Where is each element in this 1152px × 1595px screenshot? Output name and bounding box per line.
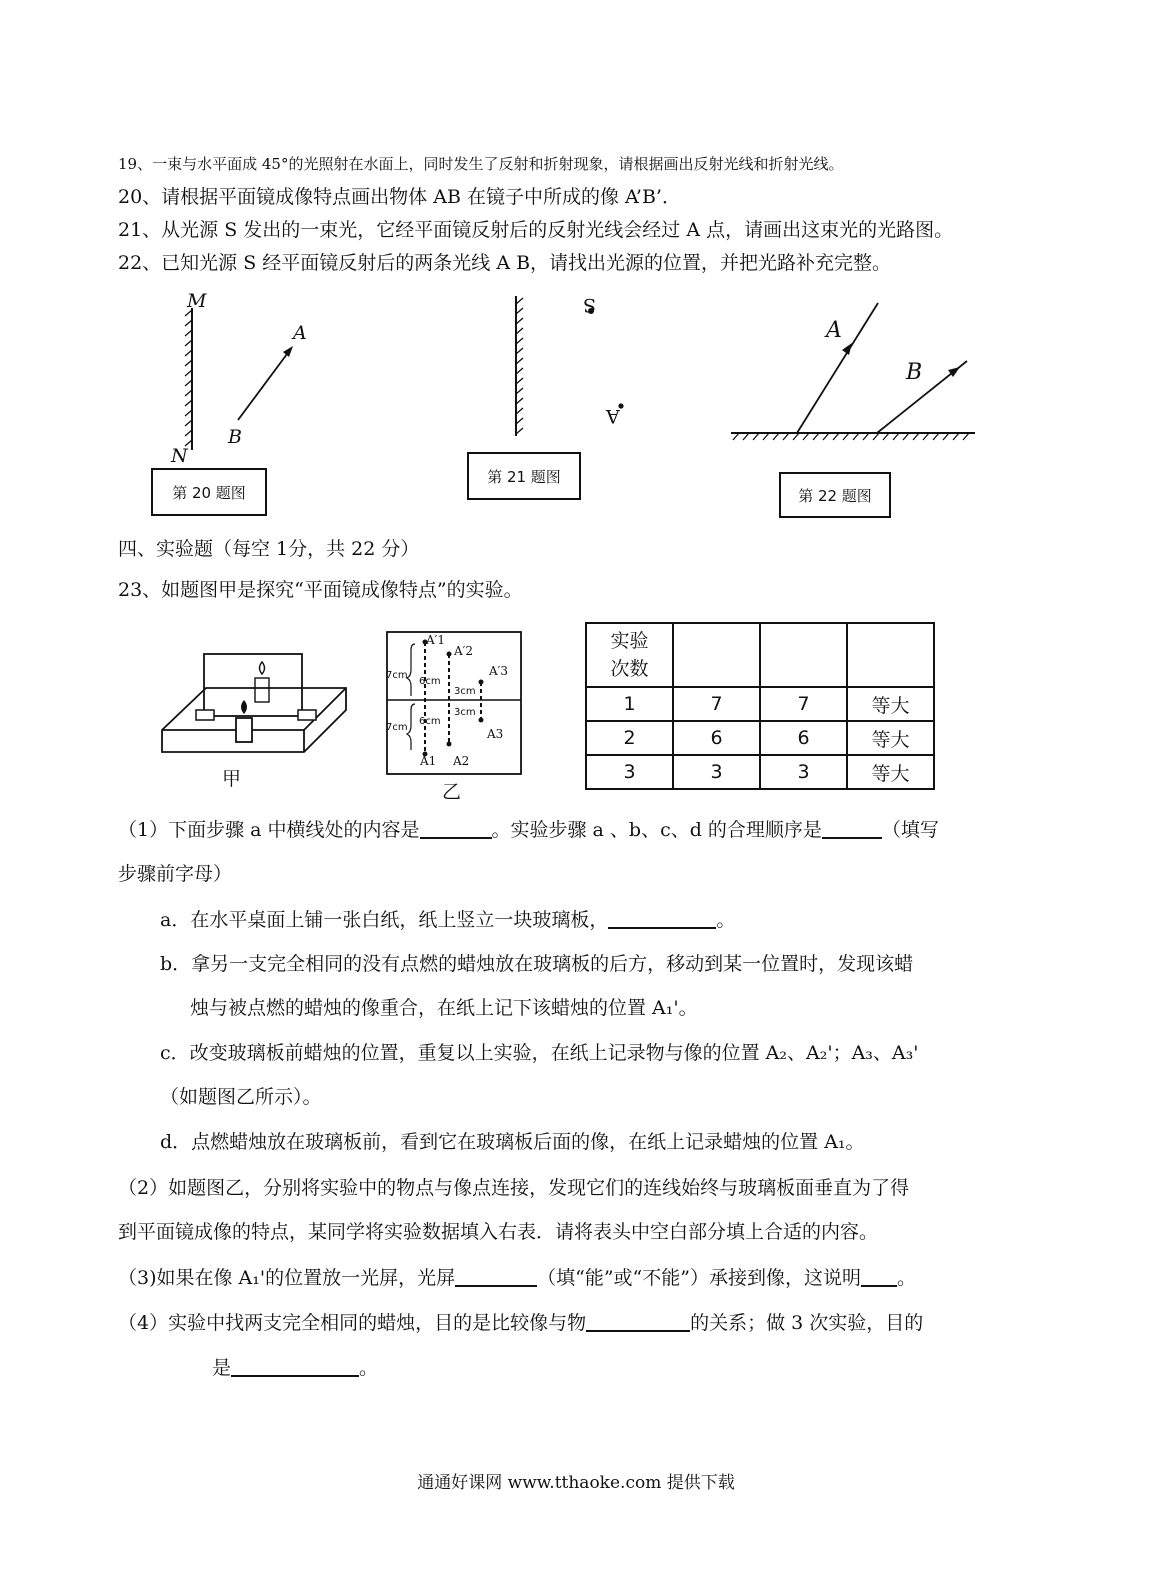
table-header-blank bbox=[847, 623, 934, 687]
label-a-fig22: A bbox=[826, 318, 842, 343]
dist-6cm-top: 6cm bbox=[419, 676, 441, 687]
dist-3cm-top: 3cm bbox=[454, 686, 476, 697]
step-b-line-1: b．拿另一支完全相同的没有点燃的蜡烛放在玻璃板的后方，移动到某一位置时，发现该蜡 bbox=[160, 953, 914, 975]
question-23: 23、如题图甲是探究“平面镜成像特点”的实验。 bbox=[118, 579, 523, 601]
table-cell: 7 bbox=[673, 687, 760, 721]
label-a2-prime: A′2 bbox=[454, 644, 474, 658]
part-4-text-a: （4）实验中找两支完全相同的蜡烛，目的是比较像与物 bbox=[118, 1312, 587, 1334]
answer-blank-4[interactable] bbox=[455, 1267, 537, 1287]
answer-blank-1[interactable] bbox=[420, 819, 492, 839]
caption-fig22: 第 22 题图 bbox=[779, 472, 891, 518]
table-cell: 6 bbox=[673, 721, 760, 755]
part-4-text-d: 。 bbox=[359, 1357, 379, 1379]
part-1-text-b: 。实验步骤 a 、b、c、d 的合理顺序是 bbox=[491, 819, 822, 841]
answer-blank-3[interactable] bbox=[608, 909, 716, 929]
table-cell: 1 bbox=[586, 687, 673, 721]
label-a-fig21: A bbox=[606, 405, 620, 427]
table-header-blank bbox=[673, 623, 760, 687]
figure-22 bbox=[725, 295, 995, 445]
answer-blank-5[interactable] bbox=[861, 1267, 897, 1287]
answer-blank-7[interactable] bbox=[231, 1357, 359, 1377]
label-a1-prime: A′1 bbox=[426, 633, 446, 647]
table-cell: 3 bbox=[586, 755, 673, 789]
table-cell: 等大 bbox=[847, 755, 934, 789]
table-cell: 2 bbox=[586, 721, 673, 755]
part-4-line-1 bbox=[118, 1311, 923, 1335]
part-1-line-1 bbox=[118, 818, 939, 842]
part-3 bbox=[118, 1266, 916, 1290]
part-1-text-c: （填写 bbox=[881, 819, 939, 841]
question-22: 22、已知光源 S 经平面镜反射后的两条光线 A B，请找出光源的位置，并把光路补充完整。 bbox=[118, 252, 892, 274]
part-4-text-c: 是 bbox=[212, 1357, 232, 1379]
label-a-fig20: A bbox=[293, 322, 307, 344]
step-a-text: a．在水平桌面上铺一张白纸，纸上竖立一块玻璃板， bbox=[160, 909, 609, 931]
question-19: 19、一束与水平面成 45°的光照射在水面上，同时发生了反射和折射现象，请根据画出反射光线和折射光线。 bbox=[118, 155, 844, 173]
dist-7cm-top: 7cm bbox=[386, 670, 408, 681]
table-cell: 等大 bbox=[847, 721, 934, 755]
part-1-text-a: （1）下面步骤 a 中横线处的内容是 bbox=[118, 819, 420, 841]
table-row bbox=[586, 687, 934, 721]
label-a1: A1 bbox=[420, 754, 437, 768]
part-3-text-b: （填“能”或“不能”）承接到像，这说明 bbox=[537, 1267, 861, 1289]
section-title: 四、实验题（每空 1分，共 22 分） bbox=[118, 538, 420, 560]
table-header-row bbox=[586, 623, 934, 687]
experiment-table bbox=[585, 622, 935, 790]
label-jia: 甲 bbox=[222, 768, 242, 790]
table-cell: 等大 bbox=[847, 687, 934, 721]
question-21: 21、从光源 S 发出的一束光，它经平面镜反射后的反射光线会经过 A 点，请画出这束光的光路图。 bbox=[118, 219, 954, 241]
part-3-text-a: （3)如果在像 A₁'的位置放一光屏，光屏 bbox=[118, 1267, 456, 1289]
part-4-line-2 bbox=[212, 1356, 378, 1380]
step-c-line-1: c．改变玻璃板前蜡烛的位置，重复以上实验，在纸上记录物与像的位置 A₂、A₂'；A₃、A₃' bbox=[160, 1042, 919, 1064]
table-row bbox=[586, 755, 934, 789]
dist-7cm-bottom: 7cm bbox=[386, 722, 408, 733]
part-2-line-1: （2）如题图乙，分别将实验中的物点与像点连接，发现它们的连线始终与玻璃板面垂直为了得 bbox=[118, 1177, 910, 1199]
label-s: S bbox=[583, 294, 597, 316]
figure-jia-apparatus bbox=[160, 640, 360, 770]
step-b-line-2: 烛与被点燃的蜡烛的像重合，在纸上记下该蜡烛的位置 A₁'。 bbox=[190, 997, 698, 1019]
step-a bbox=[160, 908, 735, 932]
table-header-cell: 实验 次数 bbox=[586, 623, 673, 687]
part-2-line-2: 到平面镜成像的特点，某同学将实验数据填入右表．请将表头中空白部分填上合适的内容。 bbox=[118, 1221, 879, 1243]
label-b-fig20: B bbox=[228, 426, 242, 448]
caption-fig20: 第 20 题图 bbox=[151, 468, 267, 516]
answer-blank-2[interactable] bbox=[822, 819, 882, 839]
table-row bbox=[586, 721, 934, 755]
page-footer: 通通好课网 www.tthaoke.com 提供下载 bbox=[417, 1473, 735, 1493]
question-20: 20、请根据平面镜成像特点画出物体 AB 在镜子中所成的像 A’B’． bbox=[118, 186, 681, 208]
label-m: M bbox=[187, 290, 207, 312]
caption-fig21: 第 21 题图 bbox=[467, 452, 581, 500]
part-3-text-c: 。 bbox=[896, 1267, 916, 1289]
step-d: d．点燃蜡烛放在玻璃板前，看到它在玻璃板后面的像，在纸上记录蜡烛的位置 A₁。 bbox=[160, 1131, 865, 1153]
step-a-end: 。 bbox=[716, 909, 736, 931]
label-yi: 乙 bbox=[442, 781, 462, 803]
table-cell: 6 bbox=[760, 721, 847, 755]
table-cell: 3 bbox=[673, 755, 760, 789]
answer-blank-6[interactable] bbox=[586, 1312, 690, 1332]
label-b-fig22: B bbox=[906, 360, 923, 385]
table-cell: 3 bbox=[760, 755, 847, 789]
label-n: N bbox=[171, 445, 188, 467]
part-4-text-b: 的关系；做 3 次实验，目的 bbox=[690, 1312, 924, 1334]
dist-6cm-bottom: 6cm bbox=[419, 716, 441, 727]
label-a3: A3 bbox=[487, 727, 504, 741]
table-cell: 7 bbox=[760, 687, 847, 721]
table-header-blank bbox=[760, 623, 847, 687]
step-c-line-2: （如题图乙所示）。 bbox=[160, 1086, 322, 1108]
part-1-line-2: 步骤前字母） bbox=[118, 863, 233, 885]
dist-3cm-bottom: 3cm bbox=[454, 707, 476, 718]
label-a3-prime: A′3 bbox=[489, 664, 509, 678]
label-a2: A2 bbox=[453, 754, 470, 768]
